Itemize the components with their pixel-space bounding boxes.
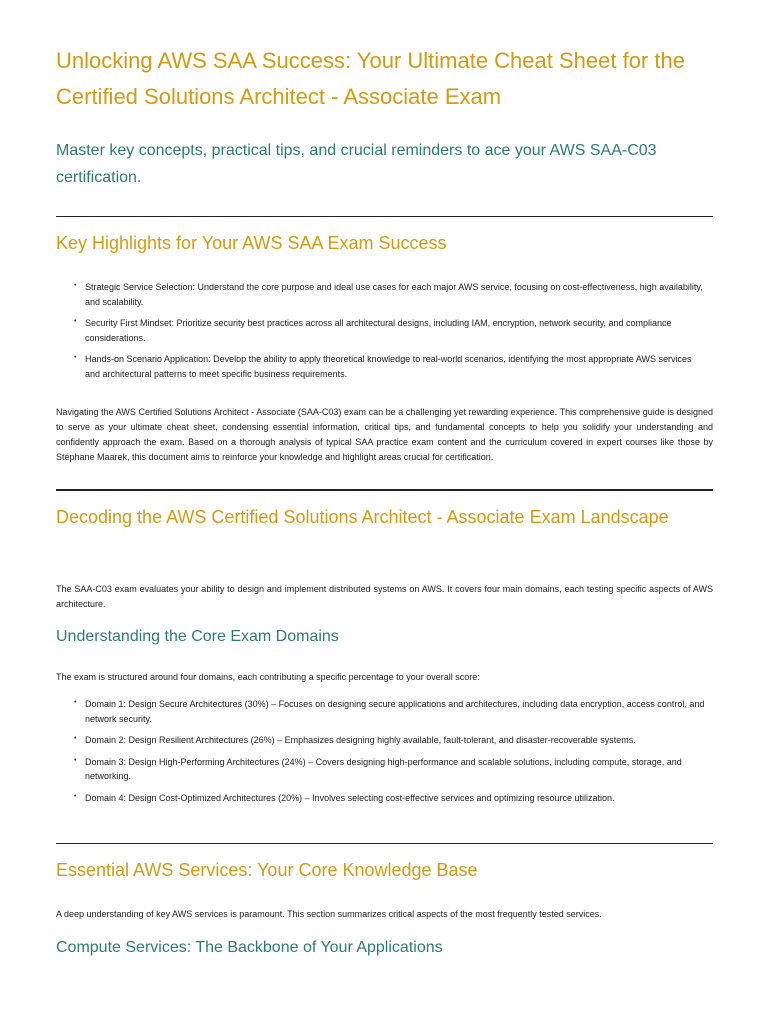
landscape-heading: Decoding the AWS Certified Solutions Architect - Associate Exam Landscape (56, 507, 669, 527)
list-item: • Hands-on Scenario Application: Develop the ability to apply theoretical knowledge to real-world scenarios, identifying the most appropriate AWS services and architectural patterns to meet specific business requirements. (74, 354, 692, 379)
list-item: • Domain 3: Design High-Performing Architectures (24%) – Covers designing high-performance and scalable solutions, including compute, storage, and networking. (74, 756, 682, 781)
domains-list (56, 697, 713, 805)
list-item: • Domain 1: Design Secure Architectures (30%) – Focuses on designing secure applications and architectures, including data encryption, access control, and network security. (74, 699, 705, 724)
domains-intro: The exam is structured around four domains, each contributing a specific percentage to your overall score: (56, 672, 480, 682)
section-divider (56, 216, 713, 217)
bullet-icon: • (74, 318, 77, 325)
list-item: • Security First Mindset: Prioritize security best practices across all architectural designs, including IAM, encryption, network security, and compliance considerations. (74, 318, 672, 343)
list-item: • Strategic Service Selection: Understand the core purpose and ideal use cases for each major AWS service, focusing on cost-effectiveness, high availability, and scalability. (74, 282, 703, 307)
list-item: • Domain 4: Design Cost-Optimized Architectures (20%) – Involves selecting cost-effective services and optimizing resource utilization. (74, 792, 615, 803)
services-heading: Essential AWS Services: Your Core Knowledge Base (56, 860, 478, 880)
domains-heading: Understanding the Core Exam Domains (56, 628, 339, 645)
highlights-heading: Key Highlights for Your AWS SAA Exam Success (56, 233, 447, 253)
document-title: Unlocking AWS SAA Success: Your Ultimate Cheat Sheet for the Certified Solutions Architect - Associate Exam (56, 48, 685, 109)
landscape-intro: The SAA-C03 exam evaluates your ability to design and implement distributed systems on AWS. It covers four main domains, each testing specific aspects of AWS architecture. (56, 584, 713, 609)
services-intro: A deep understanding of key AWS services is paramount. This section summarizes critical aspects of the most frequently tested services. (56, 909, 602, 919)
bullet-icon: • (74, 699, 77, 706)
section-divider (56, 843, 713, 844)
highlights-list (56, 280, 713, 381)
bullet-icon: • (74, 282, 77, 289)
list-item: • Domain 2: Design Resilient Architectures (26%) – Emphasizes designing highly available, fault-tolerant, and disaster-recoverable systems. (74, 735, 636, 745)
compute-heading: Compute Services: The Backbone of Your Applications (56, 939, 443, 956)
intro-paragraph: Navigating the AWS Certified Solutions Architect - Associate (SAA-C03) exam can be a challenging yet rewarding experience. This comprehensive guide is designed to serve as your ultimate cheat sheet, condensing essential information, critical tips, and fundamental concepts to help you solidify your understanding and confidently approach the exam. Based on a thorough analysis of typical SAA practice exam content and the curriculum covered in expert courses like those by Stéphane Maarek, this document aims to reinforce your knowledge and highlight areas crucial for certification. (56, 407, 713, 462)
document-subtitle: Master key concepts, practical tips, and crucial reminders to ace your AWS SAA-C03 certification. (56, 142, 657, 186)
bullet-icon: • (74, 792, 77, 800)
section-divider (56, 489, 713, 491)
bullet-icon: • (74, 735, 77, 742)
bullet-icon: • (74, 756, 77, 764)
bullet-icon: • (74, 354, 77, 361)
